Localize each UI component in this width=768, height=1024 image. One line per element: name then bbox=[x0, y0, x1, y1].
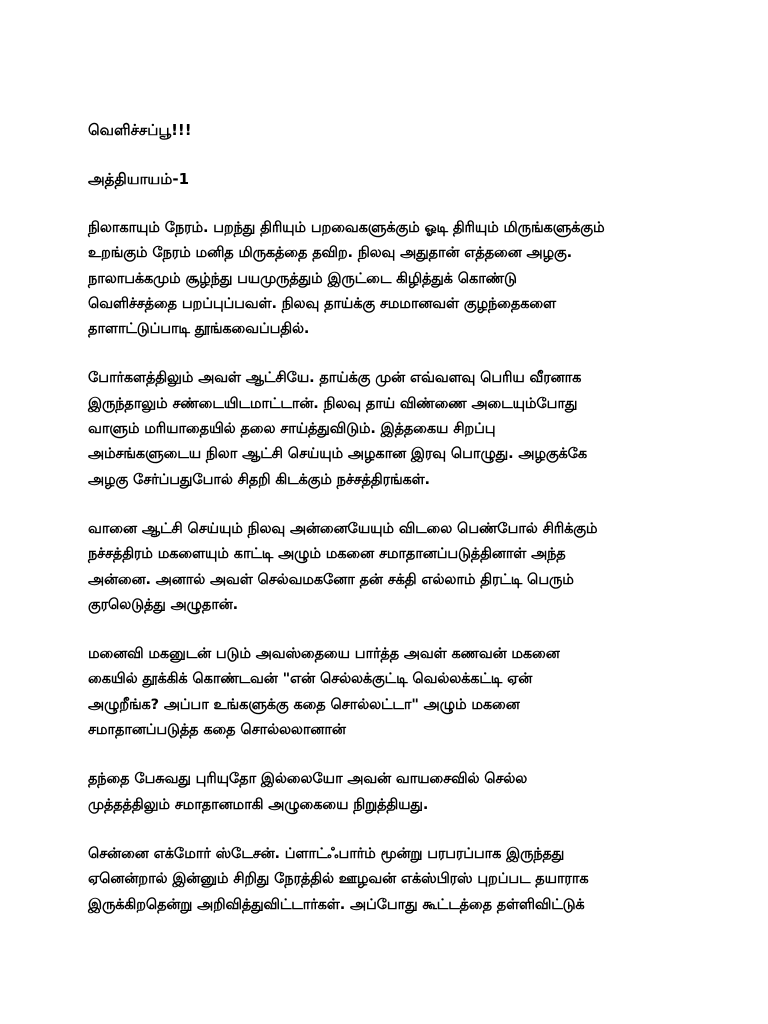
text-line: அழுறீங்க? அப்பா உங்களுக்கு கதை சொல்லட்டா" அழும் மகனை bbox=[88, 696, 520, 713]
text-line: இருந்தாலும் சண்டையிடமாட்டான். நிலவு தாய் விண்ணை அடையும்போது bbox=[88, 395, 578, 412]
paragraph bbox=[88, 767, 688, 818]
text-line: ஏனென்றால் இன்னும் சிறிது நேரத்தில் ஊழவன் எக்ஸ்பிரஸ் புறப்பட தயாராக bbox=[88, 871, 589, 888]
text-line: வானை ஆட்சி செய்யும் நிலவு அன்னையேயும் விடலை பெண்போல் சிரிக்கும் bbox=[88, 520, 598, 537]
text-line: இருக்கிறதென்று அறிவித்துவிட்டார்கள். அப்போது கூட்டத்தை தள்ளிவிட்டுக் bbox=[88, 896, 585, 913]
text-line: தந்தை பேசுவது புரியுதோ இல்லையோ அவன் வாயசைவில் செல்ல bbox=[88, 771, 528, 788]
text-line: நச்சத்திரம் மகளையும் காட்டி அழும் மகனை சமாதானப்படுத்தினாள் அந்த bbox=[88, 546, 566, 563]
text-line: சமாதானப்படுத்த கதை சொல்லலானான் bbox=[88, 722, 346, 739]
paragraph bbox=[88, 517, 688, 618]
text-line: முத்தத்திலும் சமாதானமாகி அழுகையை நிறுத்தியது. bbox=[88, 796, 429, 813]
text-line: தாளாட்டுப்பாடி தூங்கவைப்பதில். bbox=[88, 321, 310, 338]
paragraph bbox=[88, 642, 688, 743]
paragraph bbox=[88, 216, 688, 342]
paragraph bbox=[88, 842, 688, 918]
paragraph bbox=[88, 366, 688, 492]
text-line: போர்களத்திலும் அவள் ஆட்சியே. தாய்க்கு முன் எவ்வளவு பெரிய வீரனாக bbox=[88, 370, 582, 387]
text-line: வாளும் மரியாதையில் தலை சாய்த்துவிடும். இத்தகைய சிறப்பு bbox=[88, 421, 496, 438]
text-line: நாலாபக்கமும் சூழ்ந்து பயமுருத்தும் இருட்டை கிழித்துக் கொண்டு bbox=[88, 270, 517, 287]
text-line: அழகு சேர்ப்பதுபோல் சிதறி கிடக்கும் நச்சத்திரங்கள். bbox=[88, 471, 430, 488]
text-line: நிலாகாயும் நேரம். பறந்து திரியும் பறவைகளுக்கும் ஓடி திரியும் மிருங்களுக்கும் bbox=[88, 220, 605, 236]
text-line: கையில் தூக்கிக் கொண்டவன் "என் செல்லக்குட்டி வெல்லக்கட்டி ஏன் bbox=[88, 671, 533, 688]
text-line: உறங்கும் நேரம் மனித மிருகத்தை தவிற. நிலவு அதுதான் எத்தனை அழகு. bbox=[88, 245, 573, 262]
text-line: சென்னை எக்மோர் ஸ்டேசன். ப்ளாட்ஃபார்ம் மூன்று பரபரப்பாக இருந்தது bbox=[88, 845, 565, 862]
text-line: மனைவி மகனுடன் படும் அவஸ்தையை பார்த்த அவள் கணவன் மகனை bbox=[88, 646, 560, 663]
text-line: குரலெடுத்து அழுதான். bbox=[88, 596, 239, 613]
story-title: வெளிச்சப்பூ!!! bbox=[88, 121, 192, 139]
text-line: அம்சங்களுடைய நிலா ஆட்சி செய்யும் அழகான இரவு பொழுது. அழகுக்கே bbox=[88, 446, 588, 463]
text-line: வெளிச்சத்தை பறப்புப்பவள். நிலவு தாய்க்கு சமமானவள் குழந்தைகளை bbox=[88, 295, 556, 312]
chapter-heading: அத்தியாயம்-1 bbox=[88, 170, 190, 188]
text-line: அன்னை. அனால் அவள் செல்வமகனோ தன் சக்தி எல்லாம் திரட்டி பெரும் bbox=[88, 571, 574, 588]
document-body bbox=[88, 118, 688, 942]
